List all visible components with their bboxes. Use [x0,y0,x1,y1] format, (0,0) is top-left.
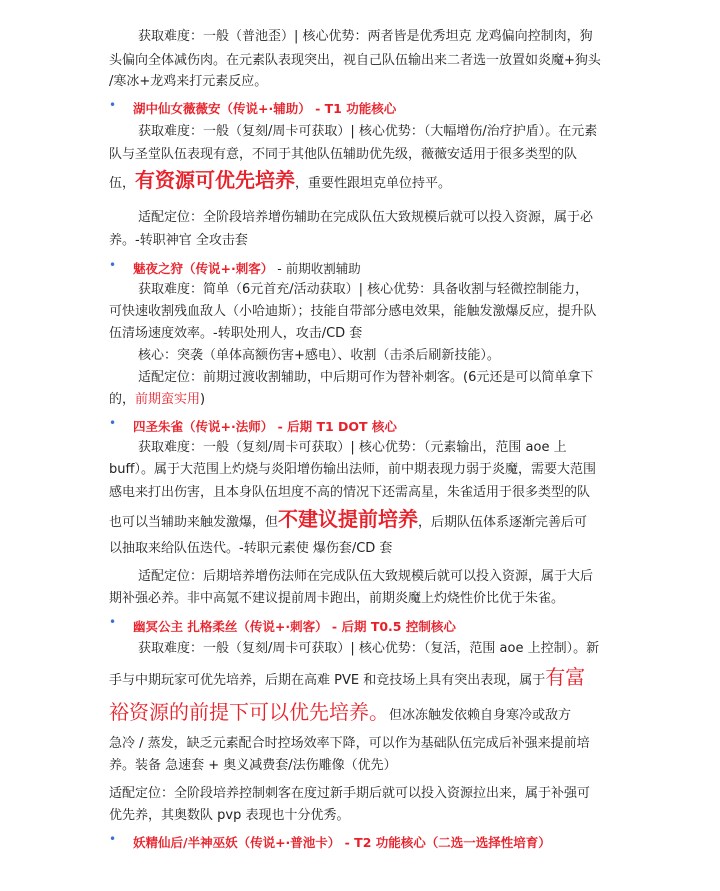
bullet-3: • [109,416,117,430]
bullet-4: • [109,615,117,629]
bird-line-4-a: 也可以当辅助来触发激爆，但 [109,515,279,530]
heading-night-hunter [133,259,361,279]
bird-line-2: buff）。属于大范围上灼烧与炎阳增伤输出法师，前中期表现力弱于炎魔，需要大范围 [109,462,596,477]
princess-line-3 [109,702,571,726]
vivian-line-1: 获取难度：一般（复刻/周卡可获取）| 核心优势：（大幅增伤/治疗护盾）。在元素 [138,124,598,139]
vivian-line-5: 养。-转职神官 全攻击套 [109,233,248,248]
vivian-line-2: 队与圣堂队伍表现有意，不同于其他队伍辅助优先级，薇薇安适用于很多类型的队 [109,147,578,162]
hunter-line-4: 核心：突袭（单体高额伤害+感电）、收割（击杀后刷新技能）。 [138,348,500,363]
hunter-line-5: 适配定位：前期过渡收割辅助，中后期可作为替补刺客。(6元还是可以简单拿下 [138,370,594,385]
heading-night-hunter-sub: - 前期收割辅助 [273,261,361,276]
princess-line-5: 养。装备 急速套 + 奥义减费套/法伤雕像（优先） [109,758,397,773]
bird-line-7: 期补强必养。非中高氪不建议提前周卡跑出，前期炎魔上灼烧性价比优于朱雀。 [109,591,565,606]
hunter-line-6-a: 的， [109,392,136,407]
intro-line-3: /寒冰+龙鸡来打元素反应。 [109,74,268,89]
vivian-line-3 [109,170,451,194]
intro-line-2: 头偏向全体减伤肉。在元素队表现突出，视自己队伍输出来二者选一放置如炎魔+狗头 [109,53,601,68]
princess-line-3-b: 但冰冻触发依赖自身寒冷或敌方 [389,708,572,723]
hunter-line-6-b: ) [200,392,206,407]
bird-line-1: 获取难度：一般（复刻/周卡可获取）| 核心优势：（元素输出，范围 aoe 上 [138,440,567,455]
princess-line-1: 获取难度：一般（复刻/周卡可获取）| 核心优势：（复活，范围 aoe 上控制）。新 [138,641,600,656]
princess-emphasis-1: 有富 [545,665,586,689]
heading-vivian: 湖中仙女薇薇安（传说+·辅助） - T1 功能核心 [133,101,397,116]
bird-line-4 [109,509,587,533]
princess-line-4: 急冷 / 蒸发，缺乏元素配合时控场效率下降，可以作为基础队伍完成后补强来提前培 [109,736,590,751]
bullet-5: • [109,832,117,846]
bird-line-6: 适配定位：后期培养增伤法师在完成队伍大致规模后就可以投入资源，属于大后 [138,569,594,584]
princess-line-6: 适配定位：全阶段培养控制刺客在度过新手期后就可以投入资源拉出来，属于补强可 [109,786,591,801]
heading-fairy-queen: 妖精仙后/半神巫妖（传说+·普池卡） - T2 功能核心（二选一选择性培育） [133,835,551,850]
hunter-line-1: 获取难度：简单（6元首充/活动获取）| 核心优势：具备收割与轻微控制能力， [138,282,589,297]
hunter-line-3: 伍清场速度效率。-转职处刑人，攻击/CD 套 [109,326,363,341]
bird-emphasis: 不建议提前培养 [278,507,419,531]
princess-line-2 [109,667,585,691]
vivian-line-3-b: ，重要性跟坦克单位持平。 [295,176,452,191]
hunter-line-2: 可快速收割残血敌人（小哈迪斯）；技能自带部分感电效果，能触发激爆反应，提升队 [109,304,597,319]
princess-line-2-a: 手与中期玩家可优先培养，后期在高难 PVE 和竞技场上具有突出表现，属于 [109,673,546,688]
heading-vermilion-bird: 四圣朱雀（传说+·法师） - 后期 T1 DOT 核心 [133,419,397,434]
vivian-emphasis: 有资源可优先培养 [135,168,296,192]
bird-line-3: 感电来打出伤害，且本身队伍坦度不高的情况下还需高星，朱雀适用于很多类型的队 [109,485,591,500]
bird-line-5: 以抽取来给队伍迭代。-转职元素使 爆伤套/CD 套 [109,541,393,556]
princess-line-7: 优先养，其奥数队 pvp 表现也十分优秀。 [109,808,350,823]
bird-line-4-b: ，后期队伍体系逐渐完善后可 [418,515,588,530]
hunter-emphasis: 前期蛮实用 [135,392,201,407]
vivian-line-4: 适配定位：全阶段培养增伤辅助在完成队伍大致规模后就可以投入资源，属于必 [138,210,594,225]
bullet-1: • [109,98,117,112]
heading-night-hunter-title: 魅夜之狩（传说+·刺客） [133,261,274,276]
heading-underworld-princess: 幽冥公主 扎格柔丝（传说+·刺客） - 后期 T0.5 控制核心 [133,619,456,634]
princess-emphasis-2: 裕资源的前提下可以优先培养。 [109,700,389,724]
bullet-2: • [109,258,117,272]
intro-line-1: 获取难度：一般（普池歪）| 核心优势：两者皆是优秀坦克 龙鸡偏向控制肉，狗 [138,29,593,44]
hunter-line-6 [109,390,205,410]
vivian-line-3-a: 伍， [109,176,136,191]
